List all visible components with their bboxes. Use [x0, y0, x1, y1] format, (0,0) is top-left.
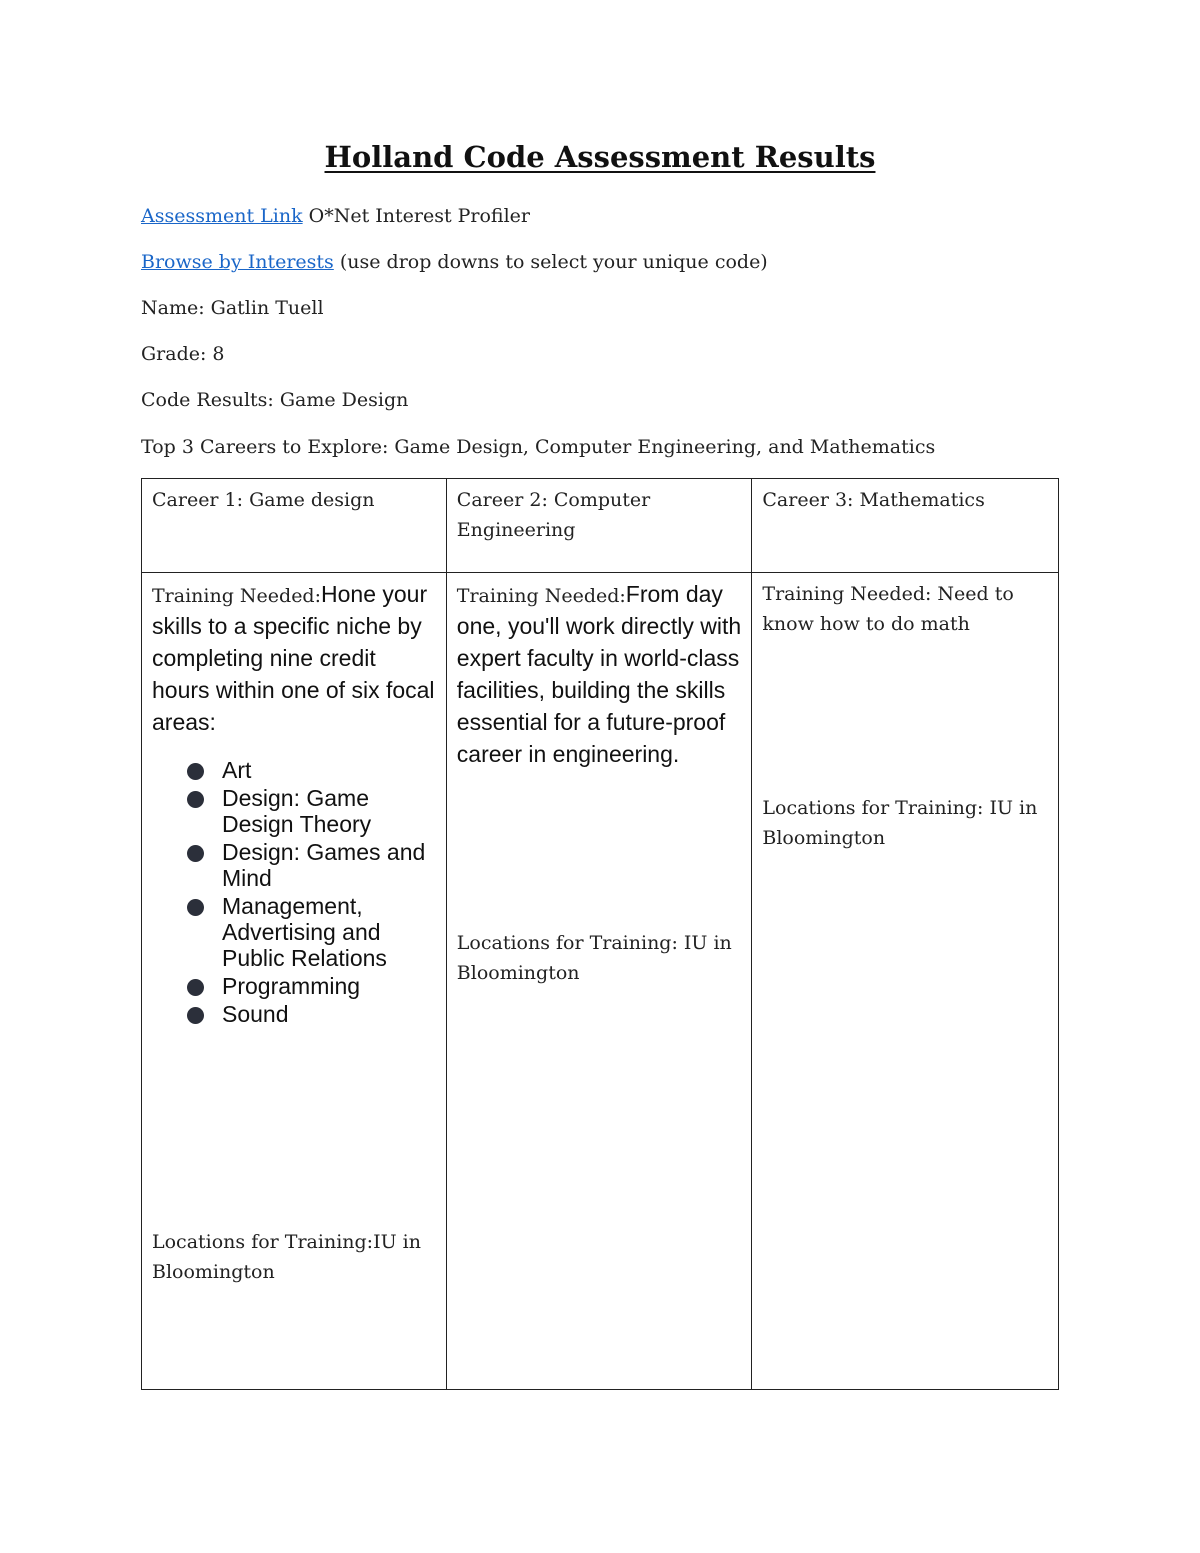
career-1-training [152, 579, 436, 739]
browse-line [141, 251, 768, 273]
assessment-line [141, 205, 530, 227]
career-3-header: Career 3: Mathematics [752, 479, 1059, 573]
page-title: Holland Code Assessment Results [324, 140, 876, 174]
list-item: Design: Game Design Theory [222, 785, 436, 837]
careers-header-row [142, 479, 1059, 573]
career-1-header: Career 1: Game design [142, 479, 447, 573]
career-3-locations: Locations for Training: IU in Bloomington [762, 797, 1038, 849]
career-2-header: Career 2: Computer Engineering [446, 479, 752, 573]
career-3-details [752, 573, 1059, 1390]
career-3-training: Training Needed: Need to know how to do math [762, 583, 1014, 635]
career-2-training-text: From day one, you'll work directly with expert faculty in world-class facilities, building the skills essential for a future-proof career in engineering. [456, 581, 742, 767]
careers-table [141, 478, 1059, 1390]
list-item: Sound [222, 1001, 436, 1027]
focal-areas-list [152, 757, 436, 1027]
career-2-training [457, 579, 742, 771]
careers-details-row [142, 573, 1059, 1390]
list-item: Programming [222, 973, 436, 999]
career-1-details [142, 573, 447, 1390]
list-item: Art [222, 757, 436, 783]
career-2-details [446, 573, 752, 1390]
assessment-link[interactable]: Assessment Link [141, 205, 303, 227]
browse-description: (use drop downs to select your unique code) [333, 251, 768, 273]
code-results-line: Code Results: Game Design [141, 389, 409, 411]
browse-by-interests-link[interactable]: Browse by Interests [141, 251, 334, 273]
name-line: Name: Gatlin Tuell [141, 297, 324, 319]
career-1-training-label: Training Needed: [152, 585, 321, 607]
list-item: Management, Advertising and Public Relations [222, 893, 436, 971]
list-item: Design: Games and Mind [222, 839, 436, 891]
career-1-training-text: Hone your skills to a specific niche by completing nine credit hours within one of six focal areas: [152, 581, 435, 735]
assessment-link-description: O*Net Interest Profiler [302, 205, 531, 227]
career-2-locations: Locations for Training: IU in Bloomington [456, 932, 732, 984]
grade-line: Grade: 8 [141, 343, 225, 365]
career-2-training-label: Training Needed: [456, 585, 626, 607]
top-careers-line: Top 3 Careers to Explore: Game Design, Computer Engineering, and Mathematics [141, 436, 936, 458]
career-1-locations: Locations for Training:IU in Bloomington [152, 1231, 421, 1283]
